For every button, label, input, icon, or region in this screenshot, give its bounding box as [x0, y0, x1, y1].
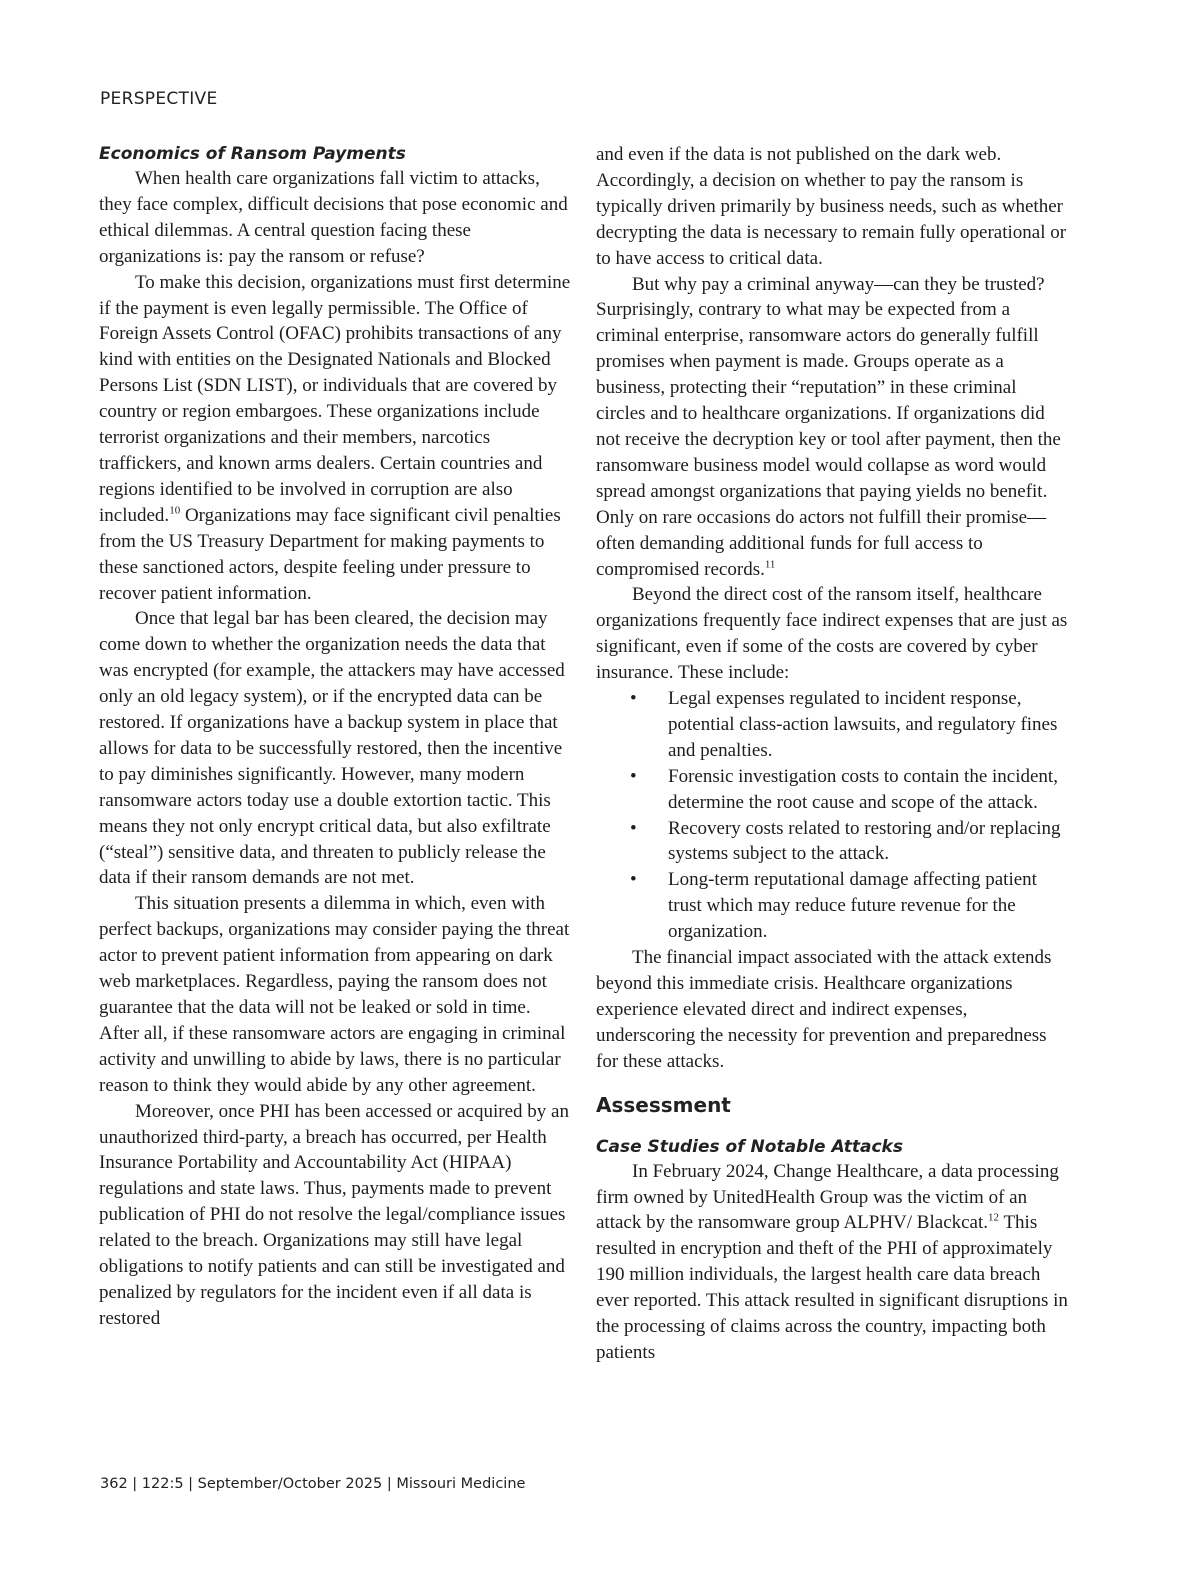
paragraph-case-study: In February 2024, Change Healthcare, a data processing firm owned by UnitedHealth Group was the victim of an attack by the ransomware group ALPHV/ Blackcat.$^{12}$ This resulted in encryption and theft of the PHI of approximately 190 million individuals, the largest health care data breach ever reported. This attack resulted in significant disruptions in the processing of claims across the country, impacting both patients [596, 1160, 1068, 1363]
subheading-economics: Economics of Ransom Payments [99, 144, 406, 164]
right-column [596, 142, 1068, 1366]
section-label: PERSPECTIVE [100, 89, 218, 109]
reference-marker: 12 [988, 1212, 1000, 1225]
paragraph: To make this decision, organizations must first determine if the payment is even legally permissible. The Office of Foreign Assets Control (OFAC) prohibits transactions of any kind with entities on the Designated Nationals and Blocked Persons List (SDN LIST), or individuals that are covered by country or region embargoes. These organizations include terrorist organizations and their members, narcotics traffickers, and known arms dealers. Certain countries and regions identified to be involved in corruption are also included.$^{10}$ Organizations may face significant civil penalties from the US Treasury Department for making payments to these sanctioned actors, despite feeling under pressure to recover patient information. [99, 271, 571, 604]
paragraph-continuation: and even if the data is not published on the dark web. Accordingly, a decision on whether to pay the ransom is typically driven primarily by business needs, such as whether decrypting the data is necessary to remain fully operational or to have access to critical data. [596, 144, 1067, 269]
paragraph: Once that legal bar has been cleared, the decision may come down to whether the organization needs the data that was encrypted (for example, the attackers may have accessed only an old legacy system), or if the encrypted data can be restored. If organizations have a backup system in place that allows for data to be successfully restored, then the incentive to pay diminishes significantly. However, many modern ransomware actors today use a double extortion tactic. This means they not only encrypt critical data, but also exfiltrate (“steal”) sensitive data, and threaten to publicly release the data if their ransom demands are not met. [99, 608, 565, 889]
bullet-icon: • [630, 765, 637, 787]
paragraph: This situation presents a dilemma in which, even with perfect backups, organizations may consider paying the threat actor to prevent patient information from appearing on dark web marketplaces. Regardless, paying the ransom does not guarantee that the data will not be leaked or sold in time. After all, if these ransomware actors are engaging in criminal activity and unwilling to abide by laws, there is no particular reason to think they would abide by any other agreement. [99, 893, 570, 1096]
list-item: • Forensic investigation costs to contain the incident, determine the root cause and scope of the attack. [630, 765, 1058, 813]
paragraph: When health care organizations fall victim to attacks, they face complex, difficult decisions that pose economic and ethical dilemmas. A central question facing these organizations is: pay the ransom or refuse? [99, 168, 568, 267]
cost-list [596, 686, 1068, 945]
paragraph-closing: The financial impact associated with the attack extends beyond this immediate crisis. Healthcare organizations experience elevated direct and indirect expenses, underscoring the necessity for prevention and preparedness for these attacks. [596, 947, 1052, 1072]
page-footer: 362 | 122:5 | September/October 2025 | Missouri Medicine [100, 1476, 526, 1492]
left-column [99, 142, 571, 1332]
paragraph: But why pay a criminal anyway—can they be trusted? Surprisingly, contrary to what may be expected from a criminal enterprise, ransomware actors do generally fulfill promises when payment is made. Groups operate as a business, protecting their “reputation” in these criminal circles and to healthcare organizations. If organizations did not receive the decryption key or tool after payment, then the ransomware business model would collapse as word would spread amongst organizations that paying yields no benefit. Only on rare occasions do actors not fulfill their promise—often demanding additional funds for full access to compromised records.$^{11}$ [596, 273, 1061, 580]
heading-assessment: Assessment [596, 1092, 731, 1117]
reference-marker: 10 [169, 504, 181, 517]
bullet-icon: • [630, 688, 637, 710]
paragraph: Moreover, once PHI has been accessed or acquired by an unauthorized third-party, a breach has occurred, per Health Insurance Portability and Accountability Act (HIPAA) regulations and state laws. Thus, payments made to prevent publication of PHI do not resolve the legal/compliance issues related to the breach. Organizations may still have legal obligations to notify patients and can still be investigated and penalized by regulators for the incident even if all data is restored [99, 1100, 569, 1329]
list-item: • Recovery costs related to restoring and/or replacing systems subject to the attack. [630, 817, 1061, 865]
paragraph: Beyond the direct cost of the ransom itself, healthcare organizations frequently face indirect expenses that are just as significant, even if some of the costs are covered by cyber insurance. These include: [596, 584, 1068, 684]
list-item: • Legal expenses regulated to incident response, potential class-action lawsuits, and regulatory fines and penalties. [630, 688, 1058, 761]
list-item: • Long-term reputational damage affecting patient trust which may reduce future revenue for the organization. [630, 869, 1037, 943]
reference-marker: 11 [764, 558, 776, 571]
bullet-icon: • [630, 817, 637, 839]
subheading-case-studies: Case Studies of Notable Attacks [596, 1136, 903, 1157]
bullet-icon: • [630, 869, 637, 891]
